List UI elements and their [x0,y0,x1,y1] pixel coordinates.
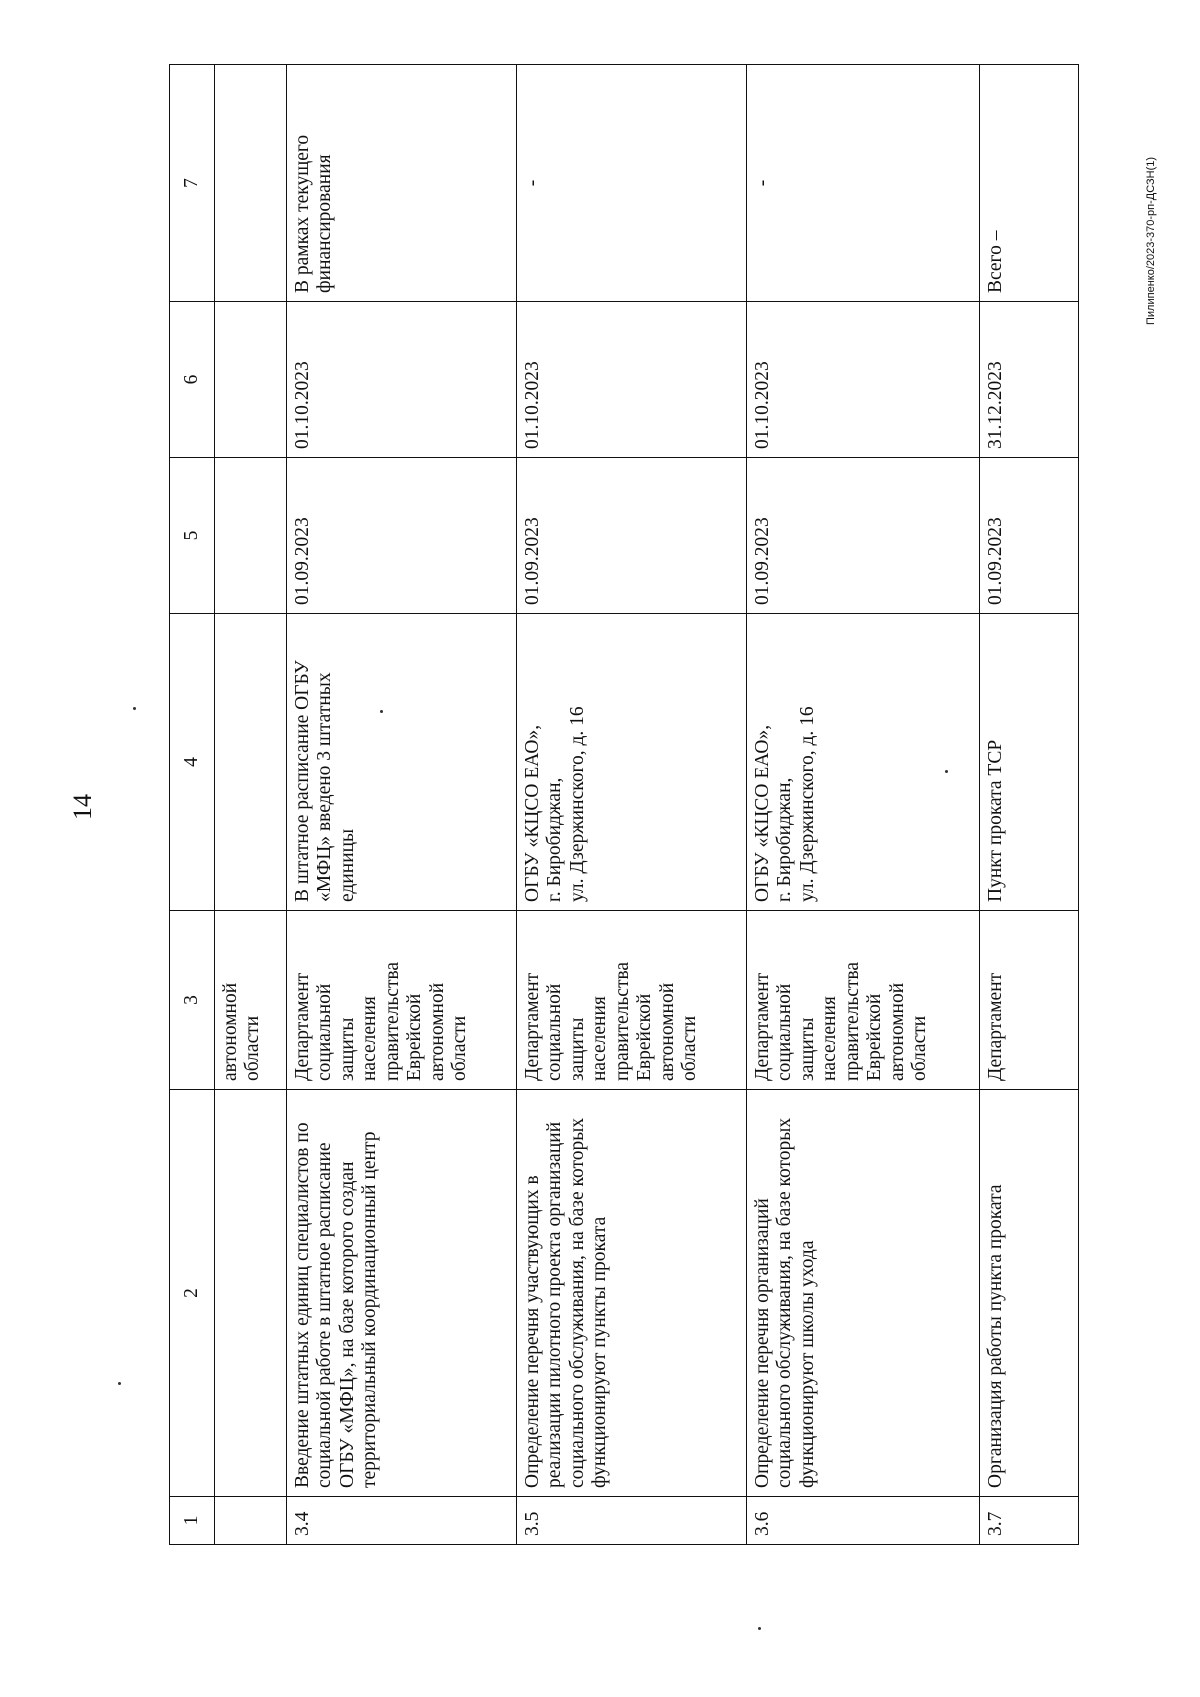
cell-start-date: 01.09.2023 [980,458,1079,614]
table-row [287,65,517,1545]
cell-number [215,1497,287,1545]
cell-end-date [215,302,287,458]
header-cell: 6 [170,302,215,458]
scan-speck [133,707,136,710]
cell-finance: В рамках текущего финансирования [287,65,517,302]
header-cell: 1 [170,1497,215,1545]
table-row [747,65,980,1545]
rotated-table-container [169,65,1079,1545]
cell-finance [215,65,287,302]
header-cell: 5 [170,458,215,614]
cell-result: Пункт проката ТСР [980,614,1079,911]
cell-result: ОГБУ «КЦСО ЕАО», г. Биробиджан, ул. Дзержинского, д. 16 [517,614,747,911]
cell-number: 3.5 [517,1497,747,1545]
header-cell: 7 [170,65,215,302]
document-code: Пилипенко/2023-370-рп-ДСЗН(1) [1145,156,1157,325]
cell-end-date: 31.12.2023 [980,302,1079,458]
cell-event [215,1090,287,1497]
cell-finance: - [517,65,747,302]
table-row [517,65,747,1545]
header-cell: 3 [170,911,215,1090]
continuation-row [215,65,287,1545]
cell-end-date: 01.10.2023 [747,302,980,458]
scan-speck [758,1627,761,1630]
cell-event: Организация работы пункта проката [980,1090,1079,1497]
cell-responsible: Департамент социальной защиты населения правительства Еврейской автономной области [517,911,747,1090]
cell-finance: - [747,65,980,302]
activities-table [169,64,1079,1545]
cell-event: Определение перечня участвующих в реализации пилотного проекта организаций социального обслуживания, на базе которых функционируют пункты проката [517,1090,747,1497]
cell-responsible: Департамент [980,911,1079,1090]
cell-finance: Всего – [980,65,1079,302]
cell-number: 3.4 [287,1497,517,1545]
cell-end-date: 01.10.2023 [517,302,747,458]
cell-number: 3.6 [747,1497,980,1545]
cell-start-date: 01.09.2023 [747,458,980,614]
scan-speck [380,710,383,713]
cell-start-date: 01.09.2023 [287,458,517,614]
cell-responsible: Департамент социальной защиты населения правительства Еврейской автономной области [747,911,980,1090]
scan-speck [118,1382,121,1385]
header-cell: 4 [170,614,215,911]
header-row [170,65,215,1545]
header-cell: 2 [170,1090,215,1497]
cell-end-date: 01.10.2023 [287,302,517,458]
cell-responsible: Департамент социальной защиты населения правительства Еврейской автономной области [287,911,517,1090]
cell-number: 3.7 [980,1497,1079,1545]
cell-event: Введение штатных единиц специалистов по социальной работе в штатное расписание ОГБУ «МФЦ», на базе которого создан территориальный координационный центр [287,1090,517,1497]
cell-event: Определение перечня организаций социального обслуживания, на базе которых функционируют школы ухода [747,1090,980,1497]
cell-result: ОГБУ «КЦСО ЕАО», г. Биробиджан, ул. Дзержинского, д. 16 [747,614,980,911]
cell-start-date [215,458,287,614]
scan-speck [945,770,948,773]
cell-result: В штатное расписание ОГБУ «МФЦ» введено 3 штатных единицы [287,614,517,911]
page-number: 14 [68,794,97,820]
cell-start-date: 01.09.2023 [517,458,747,614]
cell-responsible: автономной области [215,911,287,1090]
table-row [980,65,1079,1545]
cell-result [215,614,287,911]
